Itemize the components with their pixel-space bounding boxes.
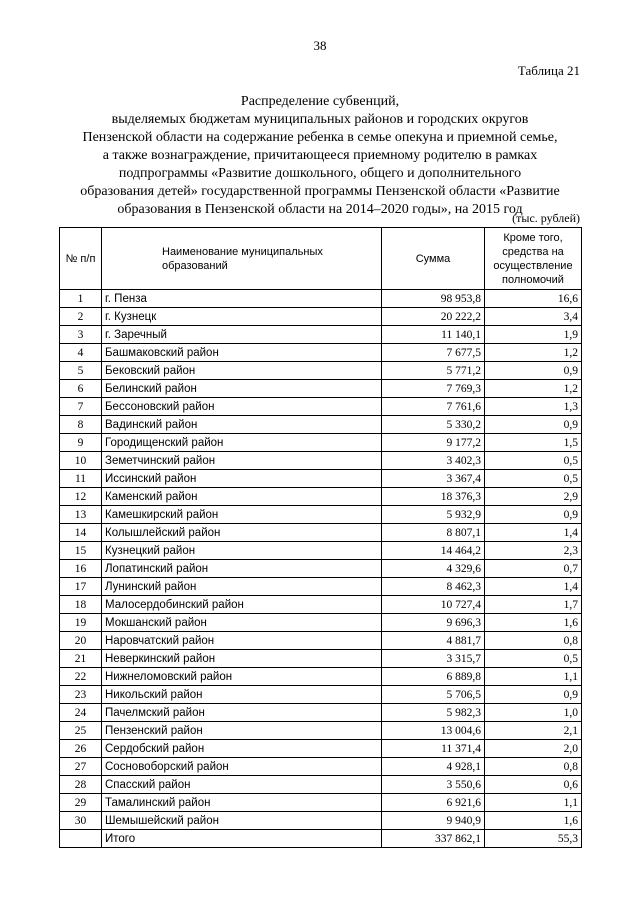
cell-extra: 1,1 — [485, 668, 582, 686]
header-sum: Сумма — [382, 228, 485, 290]
cell-sum: 8 462,3 — [382, 578, 485, 596]
table-row — [60, 470, 582, 488]
cell-num: 20 — [60, 632, 102, 650]
cell-num: 23 — [60, 686, 102, 704]
cell-num: 10 — [60, 452, 102, 470]
cell-num: 25 — [60, 722, 102, 740]
cell-num: 4 — [60, 344, 102, 362]
title-line: Пензенской области на содержание ребенка в семье опекуна и приемной семье, — [82, 130, 558, 145]
cell-num: 8 — [60, 416, 102, 434]
cell-extra: 55,3 — [485, 830, 582, 848]
cell-name: Кузнецкий район — [102, 542, 382, 560]
cell-extra: 0,9 — [485, 506, 582, 524]
cell-num: 1 — [60, 290, 102, 308]
cell-extra: 0,9 — [485, 416, 582, 434]
cell-num: 9 — [60, 434, 102, 452]
cell-name: Тамалинский район — [102, 794, 382, 812]
table-row — [60, 308, 582, 326]
cell-name: г. Заречный — [102, 326, 382, 344]
cell-name: Спасский район — [102, 776, 382, 794]
table-row — [60, 740, 582, 758]
cell-name: Сердобский район — [102, 740, 382, 758]
cell-extra: 1,4 — [485, 578, 582, 596]
table-row — [60, 704, 582, 722]
cell-sum: 4 881,7 — [382, 632, 485, 650]
header-name: Наименование муниципальных образований — [102, 228, 382, 290]
table-row — [60, 632, 582, 650]
cell-extra: 16,6 — [485, 290, 582, 308]
cell-num: 12 — [60, 488, 102, 506]
cell-sum: 7 769,3 — [382, 380, 485, 398]
cell-extra: 1,7 — [485, 596, 582, 614]
table-row — [60, 344, 582, 362]
cell-num: 5 — [60, 362, 102, 380]
cell-sum: 18 376,3 — [382, 488, 485, 506]
cell-num — [60, 830, 102, 848]
cell-num: 16 — [60, 560, 102, 578]
title-line: а также вознаграждение, причитающееся приемному родителю в рамках — [102, 148, 538, 163]
total-row — [60, 830, 582, 848]
cell-extra: 2,1 — [485, 722, 582, 740]
cell-extra: 1,6 — [485, 614, 582, 632]
cell-num: 30 — [60, 812, 102, 830]
page-number: 38 — [313, 38, 327, 53]
cell-name: Камешкирский район — [102, 506, 382, 524]
cell-num: 2 — [60, 308, 102, 326]
cell-extra: 1,6 — [485, 812, 582, 830]
cell-name: Иссинский район — [102, 470, 382, 488]
cell-extra: 0,9 — [485, 686, 582, 704]
cell-sum: 5 771,2 — [382, 362, 485, 380]
cell-name: Итого — [102, 830, 382, 848]
cell-extra: 1,3 — [485, 398, 582, 416]
cell-name: Городищенский район — [102, 434, 382, 452]
cell-sum: 7 677,5 — [382, 344, 485, 362]
cell-name: Лопатинский район — [102, 560, 382, 578]
cell-name: Пачелмский район — [102, 704, 382, 722]
cell-num: 27 — [60, 758, 102, 776]
cell-name: Бессоновский район — [102, 398, 382, 416]
title-line: подпрограммы «Развитие дошкольного, общего и дополнительного — [118, 166, 522, 181]
cell-sum: 5 706,5 — [382, 686, 485, 704]
cell-sum: 11 140,1 — [382, 326, 485, 344]
table-row — [60, 578, 582, 596]
cell-name: Лунинский район — [102, 578, 382, 596]
table-row — [60, 380, 582, 398]
cell-sum: 3 550,6 — [382, 776, 485, 794]
table-row — [60, 668, 582, 686]
cell-extra: 1,9 — [485, 326, 582, 344]
cell-sum: 20 222,2 — [382, 308, 485, 326]
cell-extra: 0,9 — [485, 362, 582, 380]
table-row — [60, 524, 582, 542]
table-row — [60, 650, 582, 668]
table-row — [60, 506, 582, 524]
cell-sum: 5 932,9 — [382, 506, 485, 524]
table-row — [60, 362, 582, 380]
cell-name: Каменский район — [102, 488, 382, 506]
cell-num: 15 — [60, 542, 102, 560]
table-row — [60, 614, 582, 632]
cell-extra: 2,0 — [485, 740, 582, 758]
cell-extra: 1,4 — [485, 524, 582, 542]
cell-name: Наровчатский район — [102, 632, 382, 650]
cell-sum: 14 464,2 — [382, 542, 485, 560]
cell-num: 17 — [60, 578, 102, 596]
table-row — [60, 776, 582, 794]
cell-extra: 0,6 — [485, 776, 582, 794]
cell-extra: 0,8 — [485, 632, 582, 650]
cell-sum: 4 329,6 — [382, 560, 485, 578]
table-row — [60, 326, 582, 344]
table-header-row — [60, 228, 582, 290]
cell-extra: 1,0 — [485, 704, 582, 722]
table-row — [60, 596, 582, 614]
cell-name: Вадинский район — [102, 416, 382, 434]
cell-extra: 0,5 — [485, 452, 582, 470]
cell-num: 14 — [60, 524, 102, 542]
cell-num: 19 — [60, 614, 102, 632]
cell-extra: 1,2 — [485, 344, 582, 362]
cell-name: Колышлейский район — [102, 524, 382, 542]
cell-num: 7 — [60, 398, 102, 416]
cell-name: Белинский район — [102, 380, 382, 398]
title-line: образования в Пензенской области на 2014–2020 годы», на 2015 год — [117, 202, 523, 217]
cell-sum: 3 315,7 — [382, 650, 485, 668]
table-row — [60, 488, 582, 506]
units-label: (тыс. рублей) — [512, 211, 580, 225]
cell-sum: 5 982,3 — [382, 704, 485, 722]
table-row — [60, 812, 582, 830]
cell-name: Земетчинский район — [102, 452, 382, 470]
cell-sum: 6 921,6 — [382, 794, 485, 812]
cell-name: г. Кузнецк — [102, 308, 382, 326]
header-extra: Кроме того, средства на осуществление полномочий — [485, 228, 582, 290]
cell-num: 29 — [60, 794, 102, 812]
cell-num: 26 — [60, 740, 102, 758]
cell-extra: 1,2 — [485, 380, 582, 398]
cell-num: 22 — [60, 668, 102, 686]
cell-extra: 1,1 — [485, 794, 582, 812]
cell-sum: 6 889,8 — [382, 668, 485, 686]
cell-name: Бековский район — [102, 362, 382, 380]
cell-extra: 3,4 — [485, 308, 582, 326]
cell-sum: 7 761,6 — [382, 398, 485, 416]
cell-sum: 13 004,6 — [382, 722, 485, 740]
cell-name: Неверкинский район — [102, 650, 382, 668]
cell-name: Мокшанский район — [102, 614, 382, 632]
cell-sum: 3 402,3 — [382, 452, 485, 470]
cell-sum: 4 928,1 — [382, 758, 485, 776]
cell-num: 18 — [60, 596, 102, 614]
title-line: Распределение субвенций, — [240, 94, 400, 109]
table-row — [60, 398, 582, 416]
table-row — [60, 758, 582, 776]
cell-name: Шемышейский район — [102, 812, 382, 830]
cell-name: Нижнеломовский район — [102, 668, 382, 686]
cell-sum: 8 807,1 — [382, 524, 485, 542]
cell-sum: 9 696,3 — [382, 614, 485, 632]
cell-extra: 0,5 — [485, 470, 582, 488]
cell-name: Пензенский район — [102, 722, 382, 740]
table-row — [60, 722, 582, 740]
cell-num: 24 — [60, 704, 102, 722]
cell-name: г. Пенза — [102, 290, 382, 308]
cell-sum: 5 330,2 — [382, 416, 485, 434]
table-row — [60, 560, 582, 578]
cell-num: 28 — [60, 776, 102, 794]
cell-extra: 2,9 — [485, 488, 582, 506]
cell-sum: 9 940,9 — [382, 812, 485, 830]
cell-num: 6 — [60, 380, 102, 398]
header-num: № п/п — [60, 228, 102, 290]
cell-sum: 9 177,2 — [382, 434, 485, 452]
table-row — [60, 416, 582, 434]
subsidy-table — [59, 227, 582, 848]
cell-name: Башмаковский район — [102, 344, 382, 362]
cell-num: 21 — [60, 650, 102, 668]
cell-name: Сосновоборский район — [102, 758, 382, 776]
cell-extra: 0,8 — [485, 758, 582, 776]
title-line: выделяемых бюджетам муниципальных районов и городских округов — [111, 112, 529, 127]
cell-sum: 3 367,4 — [382, 470, 485, 488]
document-title — [50, 93, 590, 219]
table-row — [60, 542, 582, 560]
table-row — [60, 794, 582, 812]
table-row — [60, 452, 582, 470]
cell-num: 3 — [60, 326, 102, 344]
cell-name: Никольский район — [102, 686, 382, 704]
cell-sum: 337 862,1 — [382, 830, 485, 848]
table-label: Таблица 21 — [517, 63, 580, 78]
table-row — [60, 290, 582, 308]
cell-num: 11 — [60, 470, 102, 488]
table-row — [60, 686, 582, 704]
cell-sum: 10 727,4 — [382, 596, 485, 614]
cell-num: 13 — [60, 506, 102, 524]
title-line: образования детей» государственной программы Пензенской области «Развитие — [80, 184, 560, 199]
cell-name: Малосердобинский район — [102, 596, 382, 614]
table-row — [60, 434, 582, 452]
cell-extra: 2,3 — [485, 542, 582, 560]
cell-extra: 0,7 — [485, 560, 582, 578]
cell-sum: 98 953,8 — [382, 290, 485, 308]
table-body — [60, 290, 582, 848]
cell-extra: 0,5 — [485, 650, 582, 668]
cell-extra: 1,5 — [485, 434, 582, 452]
cell-sum: 11 371,4 — [382, 740, 485, 758]
